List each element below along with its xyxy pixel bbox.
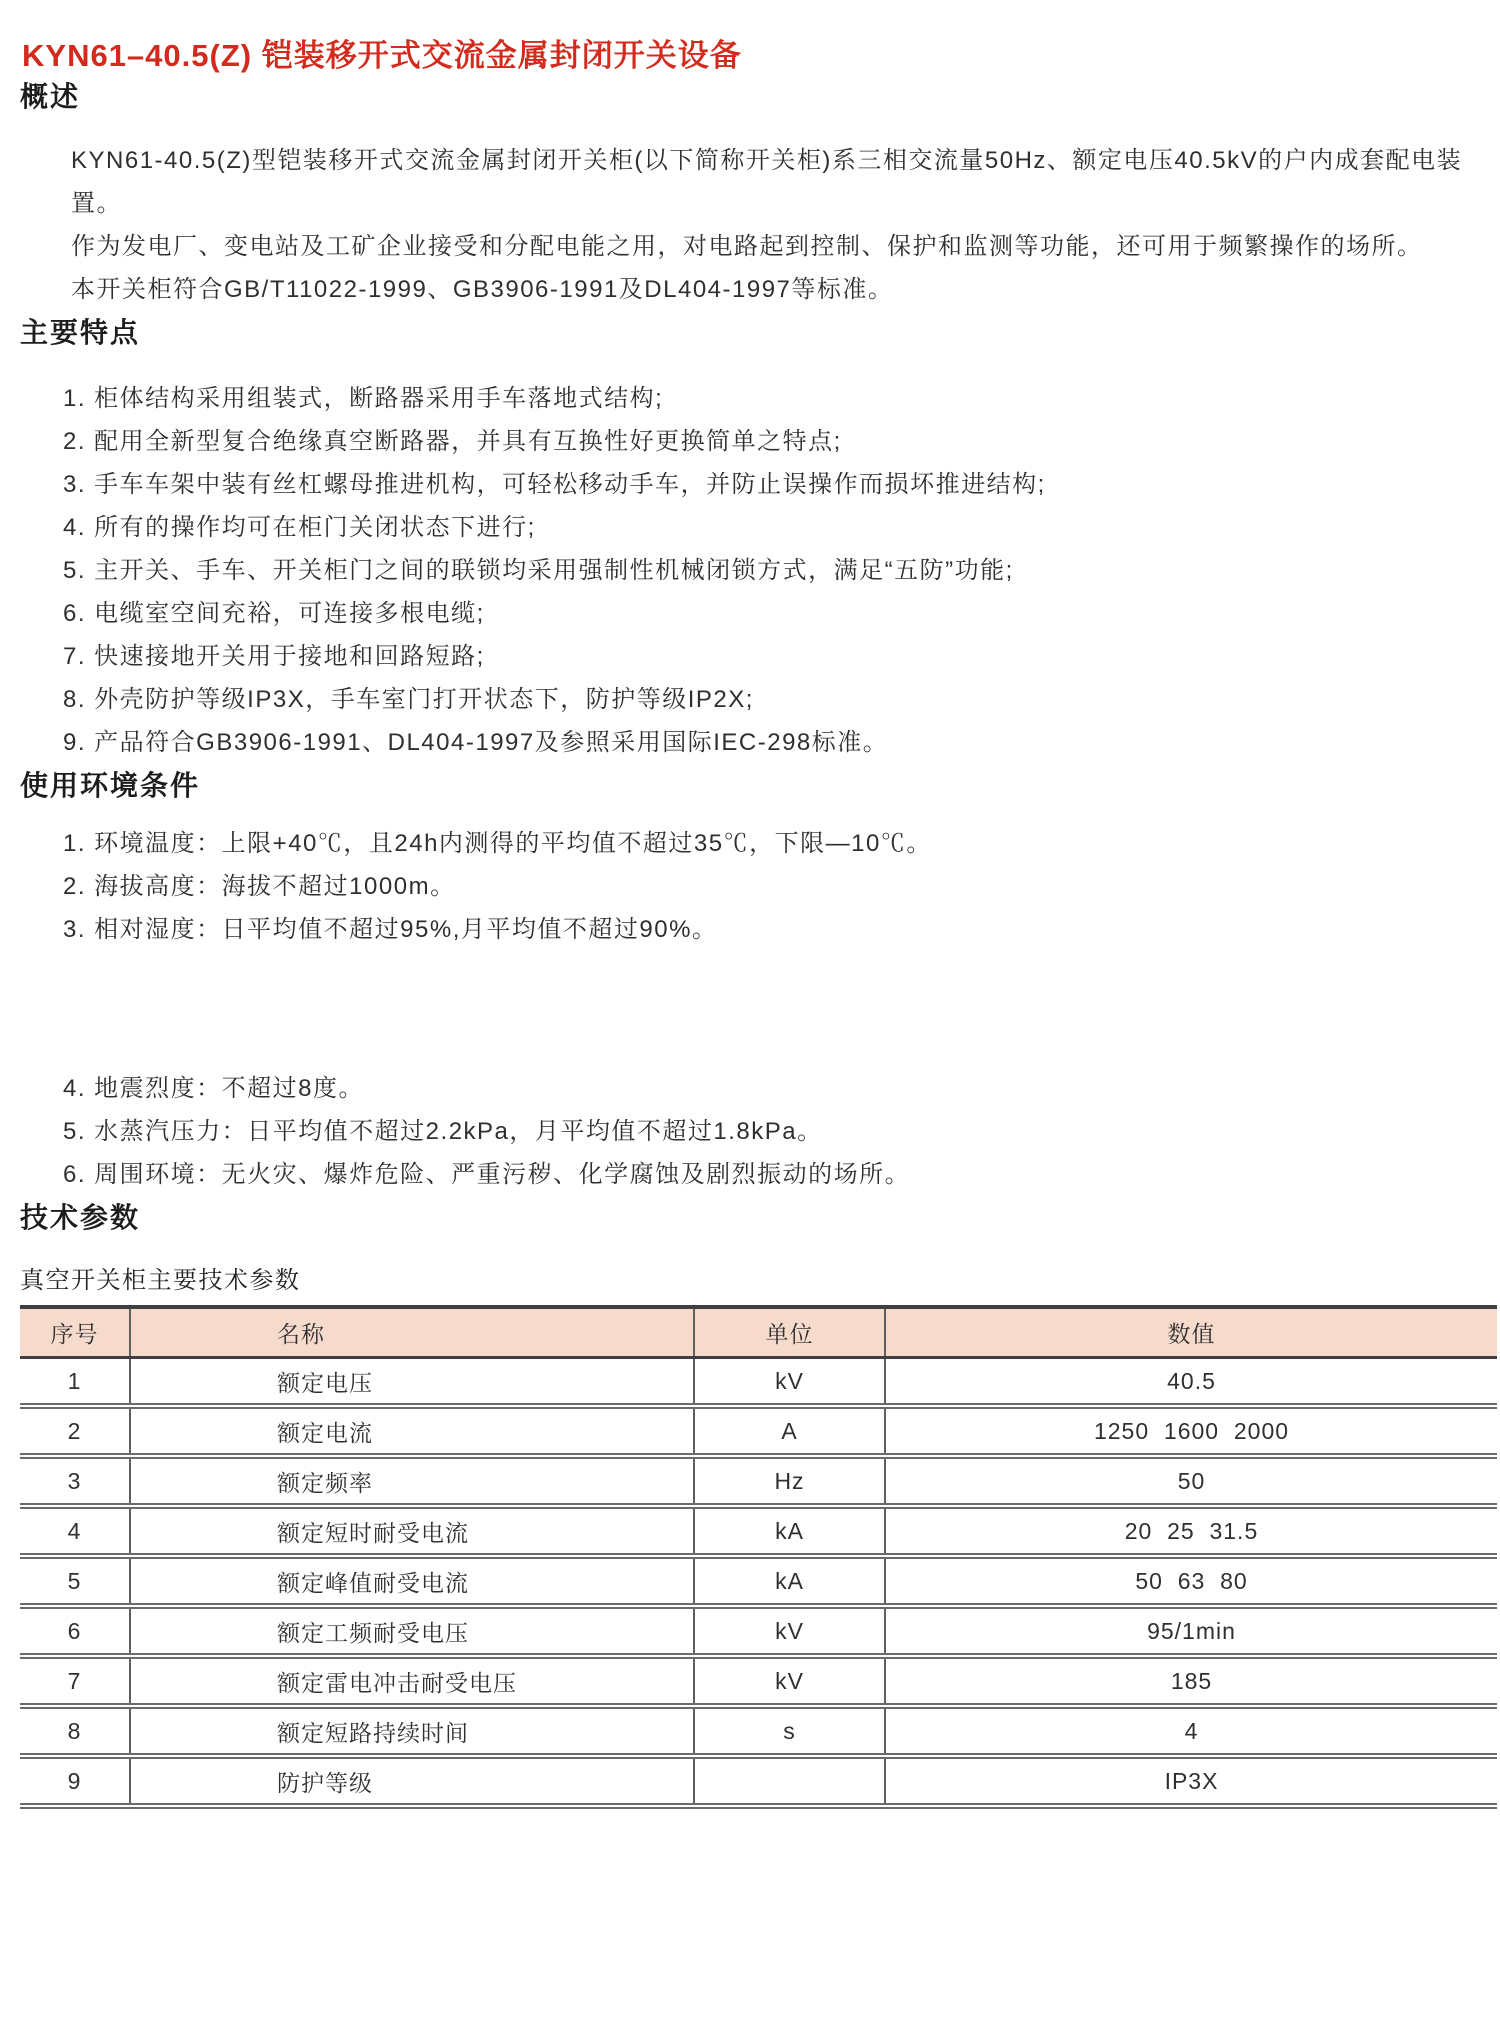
table-row <box>20 1756 1497 1806</box>
list-item: 1. 环境温度：上限+40℃，且24h内测得的平均值不超过35℃，下限—10℃。 <box>63 830 932 857</box>
cell-index: 7 <box>20 1656 130 1706</box>
list-item: 9. 产品符合GB3906-1991、DL404-1997及参照采用国际IEC-298标准。 <box>63 729 889 756</box>
cell-unit: Hz <box>694 1456 885 1506</box>
list-item: 1. 柜体结构采用组装式，断路器采用手车落地式结构; <box>63 385 664 412</box>
page-title: KYN61–40.5(Z) 铠装移开式交流金属封闭开关设备 <box>22 38 742 73</box>
list-item: 6. 电缆室空间充裕，可连接多根电缆; <box>63 600 485 627</box>
cell-name: 额定频率 <box>130 1456 694 1506</box>
overview-paragraph <box>71 139 1500 311</box>
cell-unit: s <box>694 1706 885 1756</box>
environment-list-bottom <box>63 1067 1500 1196</box>
table-row <box>20 1456 1497 1506</box>
cell-name: 额定雷电冲击耐受电压 <box>130 1656 694 1706</box>
table-row <box>20 1706 1497 1756</box>
cell-name: 额定短路持续时间 <box>130 1706 694 1756</box>
cell-unit: kA <box>694 1506 885 1556</box>
list-item: 4. 地震烈度：不超过8度。 <box>63 1075 365 1102</box>
cell-name: 额定电流 <box>130 1406 694 1456</box>
cell-name: 额定电压 <box>130 1358 694 1407</box>
cell-value: 20 25 31.5 <box>885 1506 1497 1556</box>
table-row <box>20 1656 1497 1706</box>
overview-line: KYN61-40.5(Z)型铠装移开式交流金属封闭开关柜(以下简称开关柜)系三相交流量50Hz、额定电压40.5kV的户内成套配电装置。 <box>71 147 1463 217</box>
table-row <box>20 1406 1497 1456</box>
cell-value: 40.5 <box>885 1358 1497 1407</box>
section-heading-features: 主要特点 <box>20 317 141 348</box>
list-item: 7. 快速接地开关用于接地和回路短路; <box>63 643 485 670</box>
environment-list-top <box>63 822 1500 951</box>
section-heading-environment: 使用环境条件 <box>20 770 201 801</box>
cell-unit: kV <box>694 1358 885 1407</box>
cell-unit <box>694 1756 885 1806</box>
cell-name: 额定工频耐受电压 <box>130 1606 694 1656</box>
cell-value: 185 <box>885 1656 1497 1706</box>
table-header-row <box>20 1307 1497 1358</box>
cell-index: 1 <box>67 1367 82 1394</box>
cell-value: 95/1min <box>885 1606 1497 1656</box>
table-row <box>20 1506 1497 1556</box>
cell-unit: A <box>694 1406 885 1456</box>
col-header-value: 数值 <box>885 1307 1497 1358</box>
cell-index: 2 <box>20 1406 130 1456</box>
cell-value: 4 <box>885 1706 1497 1756</box>
col-header-unit: 单位 <box>694 1307 885 1358</box>
table-row <box>20 1606 1497 1656</box>
cell-index: 5 <box>20 1556 130 1606</box>
list-item: 5. 水蒸汽压力：日平均值不超过2.2kPa，月平均值不超过1.8kPa。 <box>63 1118 823 1145</box>
col-header-index: 序号 <box>20 1307 130 1358</box>
cell-index: 3 <box>20 1456 130 1506</box>
list-item: 3. 相对湿度：日平均值不超过95%,月平均值不超过90%。 <box>63 916 718 943</box>
list-item: 4. 所有的操作均可在柜门关闭状态下进行; <box>63 514 536 541</box>
cell-index: 9 <box>20 1756 130 1806</box>
list-item: 8. 外壳防护等级IP3X，手车室门打开状态下，防护等级IP2X; <box>63 686 754 713</box>
overview-line: 本开关柜符合GB/T11022-1999、GB3906-1991及DL404-1997等标准。 <box>71 276 894 303</box>
table-row <box>20 1358 1497 1407</box>
list-item: 6. 周围环境：无火灾、爆炸危险、严重污秽、化学腐蚀及剧烈振动的场所。 <box>63 1161 911 1188</box>
cell-value: 50 <box>885 1456 1497 1506</box>
list-item: 3. 手车车架中装有丝杠螺母推进机构，可轻松移动手车，并防止误操作而损坏推进结构; <box>63 471 1046 498</box>
section-heading-tech-params: 技术参数 <box>20 1202 141 1233</box>
cell-value: IP3X <box>885 1756 1497 1806</box>
table-row <box>20 1556 1497 1606</box>
cell-name: 防护等级 <box>130 1756 694 1806</box>
col-header-name: 名称 <box>130 1307 694 1358</box>
cell-name: 额定短时耐受电流 <box>130 1506 694 1556</box>
list-item: 2. 配用全新型复合绝缘真空断路器，并具有互换性好更换简单之特点; <box>63 428 842 455</box>
cell-unit: kA <box>694 1556 885 1606</box>
cell-index: 8 <box>20 1706 130 1756</box>
cell-unit: kV <box>694 1656 885 1706</box>
list-item: 2. 海拔高度：海拔不超过1000m。 <box>63 873 456 900</box>
cell-value: 1250 1600 2000 <box>885 1406 1497 1456</box>
tech-params-table <box>20 1305 1497 1809</box>
cell-unit: kV <box>694 1606 885 1656</box>
blank-gap <box>0 951 1500 1067</box>
cell-index: 6 <box>20 1606 130 1656</box>
section-heading-overview: 概述 <box>20 81 81 112</box>
features-list <box>63 377 1500 764</box>
cell-index: 4 <box>20 1506 130 1556</box>
overview-line: 作为发电厂、变电站及工矿企业接受和分配电能之用，对电路起到控制、保护和监测等功能，还可用于频繁操作的场所。 <box>71 233 1423 260</box>
list-item: 5. 主开关、手车、开关柜门之间的联锁均采用强制性机械闭锁方式，满足“五防”功能; <box>63 557 1014 584</box>
cell-name: 额定峰值耐受电流 <box>130 1556 694 1606</box>
cell-value: 50 63 80 <box>885 1556 1497 1606</box>
table-subtitle: 真空开关柜主要技术参数 <box>20 1267 301 1294</box>
